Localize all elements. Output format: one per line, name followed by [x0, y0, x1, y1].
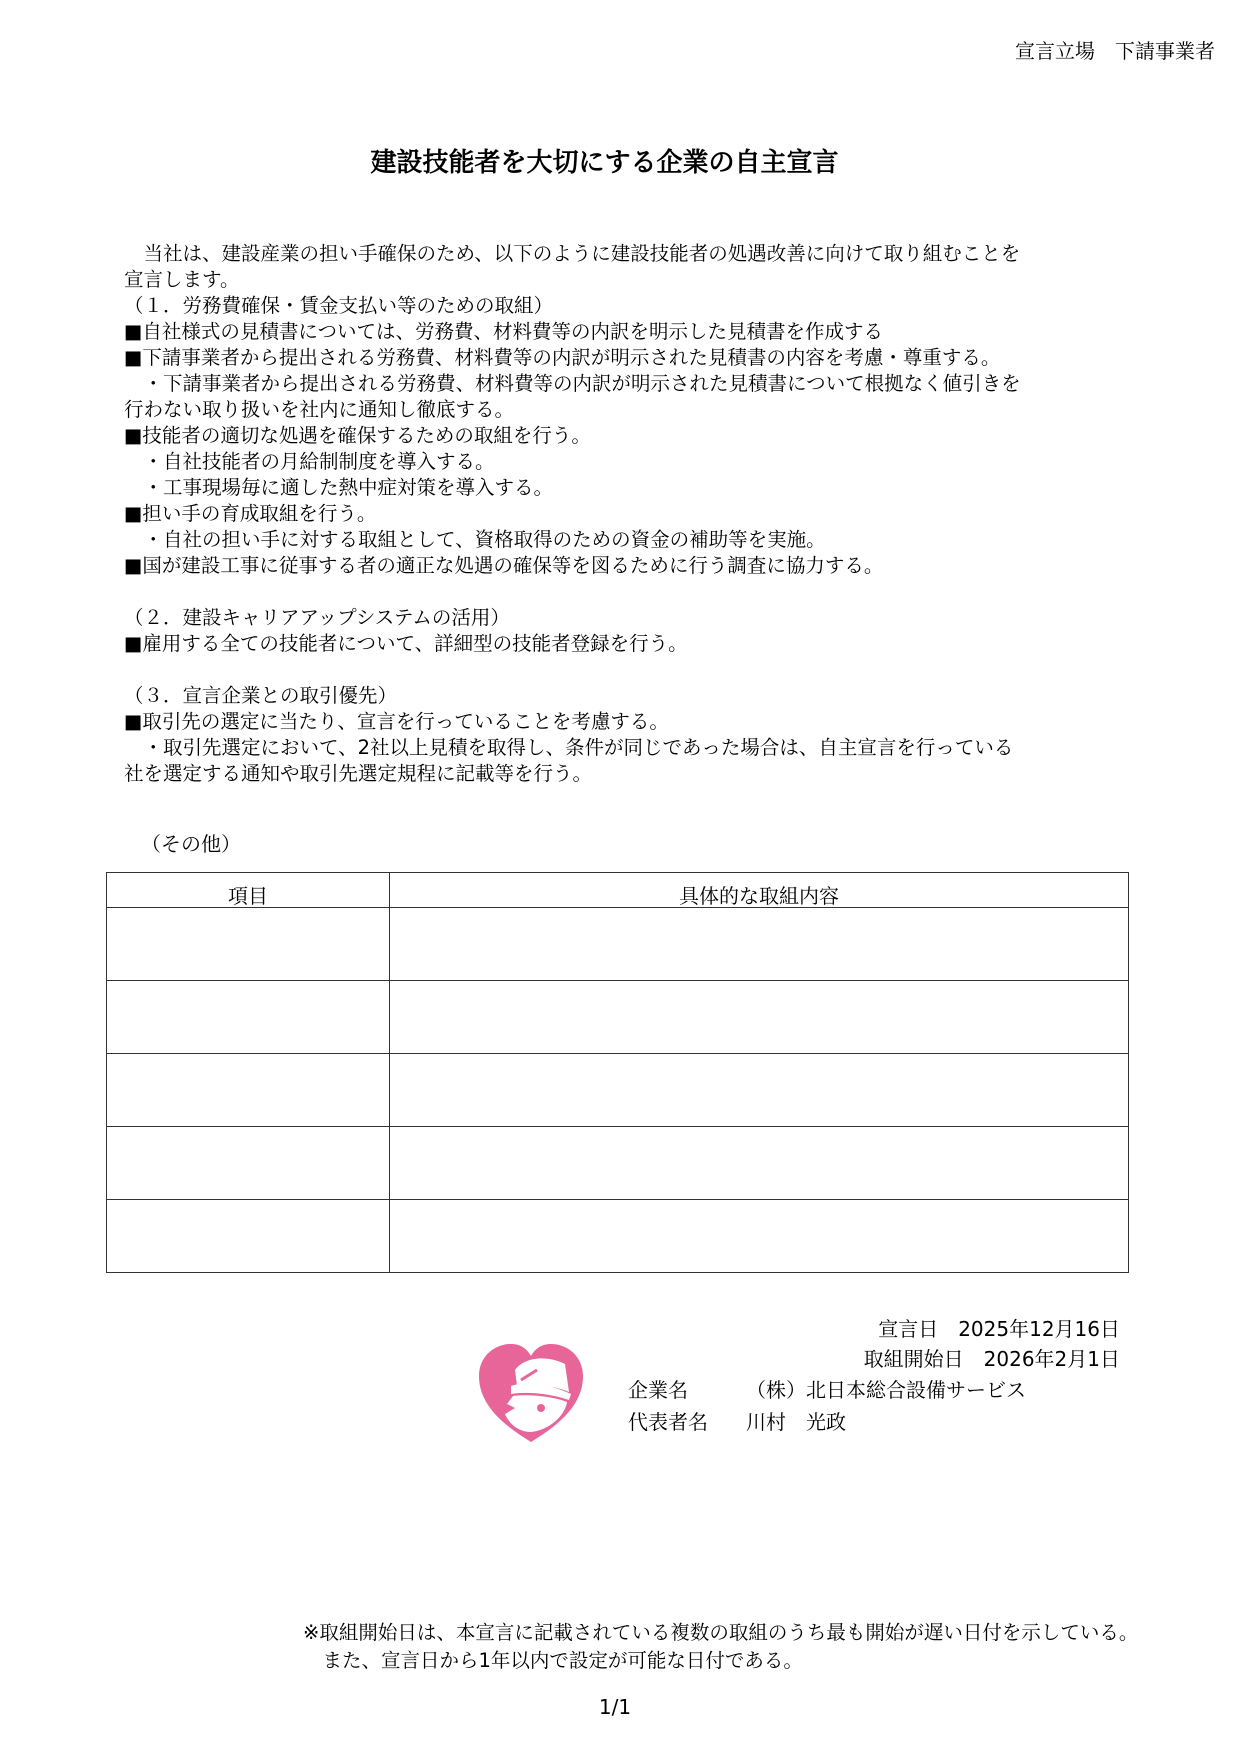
representative-value: 川村 光政 — [746, 1410, 846, 1434]
representative-row — [628, 1406, 1026, 1438]
page-number: 1/1 — [598, 1695, 632, 1719]
table-cell-item — [107, 981, 390, 1054]
section-heading: （３．宣言企業との取引優先） — [124, 684, 398, 707]
footnote-line: また、宣言日から1年以内で設定が可能な日付である。 — [303, 1649, 803, 1672]
blank-line — [124, 657, 1021, 683]
company-name-label: 企業名 — [628, 1378, 688, 1402]
section-heading: （２．建設キャリアアップシステムの活用） — [124, 606, 510, 629]
body-line: ■国が建設工事に従事する者の適正な処遇の確保等を図るために行う調査に協力する。 — [124, 554, 884, 577]
column-header-content: 具体的な取組内容 — [390, 873, 1129, 908]
company-block — [628, 1374, 1026, 1438]
company-name-row — [628, 1374, 1026, 1406]
other-heading: （その他） — [141, 832, 241, 856]
table-row — [107, 908, 1129, 981]
table-cell-content — [390, 1127, 1129, 1200]
section-heading: （１．労務費確保・賃金支払い等のための取組） — [124, 294, 554, 317]
footnote — [303, 1619, 1138, 1675]
start-date: 取組開始日 2026年2月1日 — [863, 1347, 1120, 1371]
representative-label: 代表者名 — [628, 1410, 708, 1434]
blank-line — [124, 579, 1021, 605]
body-line: ・自社技能者の月給制制度を導入する。 — [124, 450, 495, 473]
table-cell-content — [390, 1200, 1129, 1273]
table-cell-content — [390, 981, 1129, 1054]
body-line: ・自社の担い手に対する取組として、資格取得のための資金の補助等を実施。 — [124, 528, 826, 551]
table-row — [107, 981, 1129, 1054]
declaration-position: 宣言立場 下請事業者 — [1015, 39, 1215, 63]
body-line: ■取引先の選定に当たり、宣言を行っていることを考慮する。 — [124, 710, 669, 733]
heart-face-logo-icon — [475, 1340, 587, 1445]
declaration-body — [124, 241, 1021, 787]
other-initiatives-table — [106, 872, 1129, 1273]
table-row — [107, 1054, 1129, 1127]
body-line: ■雇用する全ての技能者について、詳細型の技能者登録を行う。 — [124, 632, 688, 655]
body-line: ■担い手の育成取組を行う。 — [124, 502, 377, 525]
table-cell-content — [390, 1054, 1129, 1127]
table-cell-item — [107, 1127, 390, 1200]
company-name-value: （株）北日本総合設備サービス — [746, 1378, 1026, 1402]
date-block — [700, 1313, 1120, 1373]
body-line: ■下請事業者から提出される労務費、材料費等の内訳が明示された見積書の内容を考慮・尊重する。 — [124, 346, 1001, 369]
body-line: ■技能者の適切な処遇を確保するための取組を行う。 — [124, 424, 591, 447]
body-line: ・工事現場毎に適した熱中症対策を導入する。 — [124, 476, 554, 499]
column-header-item: 項目 — [107, 873, 390, 908]
table-cell-item — [107, 908, 390, 981]
body-line: 当社は、建設産業の担い手確保のため、以下のように建設技能者の処遇改善に向けて取り組むことを — [124, 242, 1021, 265]
body-line: 社を選定する通知や取引先選定規程に記載等を行う。 — [124, 762, 593, 785]
table-header-row — [107, 873, 1129, 908]
body-line: ■自社様式の見積書については、労務費、材料費等の内訳を明示した見積書を作成する — [124, 320, 884, 343]
table-cell-content — [390, 908, 1129, 981]
document-title: 建設技能者を大切にする企業の自主宣言 — [370, 148, 839, 178]
body-line: 行わない取り扱いを社内に通知し徹底する。 — [124, 398, 515, 421]
table-cell-item — [107, 1054, 390, 1127]
table-cell-item — [107, 1200, 390, 1273]
table-row — [107, 1127, 1129, 1200]
declaration-date: 宣言日 2025年12月16日 — [878, 1317, 1120, 1341]
table-row — [107, 1200, 1129, 1273]
footnote-line: ※取組開始日は、本宣言に記載されている複数の取組のうち最も開始が遅い日付を示している。 — [303, 1621, 1139, 1644]
body-line: 宣言します。 — [124, 268, 240, 291]
body-line: ・下請事業者から提出される労務費、材料費等の内訳が明示された見積書について根拠なく値引きを — [124, 372, 1021, 395]
body-line: ・取引先選定において、2社以上見積を取得し、条件が同じであった場合は、自主宣言を行っている — [124, 736, 1014, 759]
